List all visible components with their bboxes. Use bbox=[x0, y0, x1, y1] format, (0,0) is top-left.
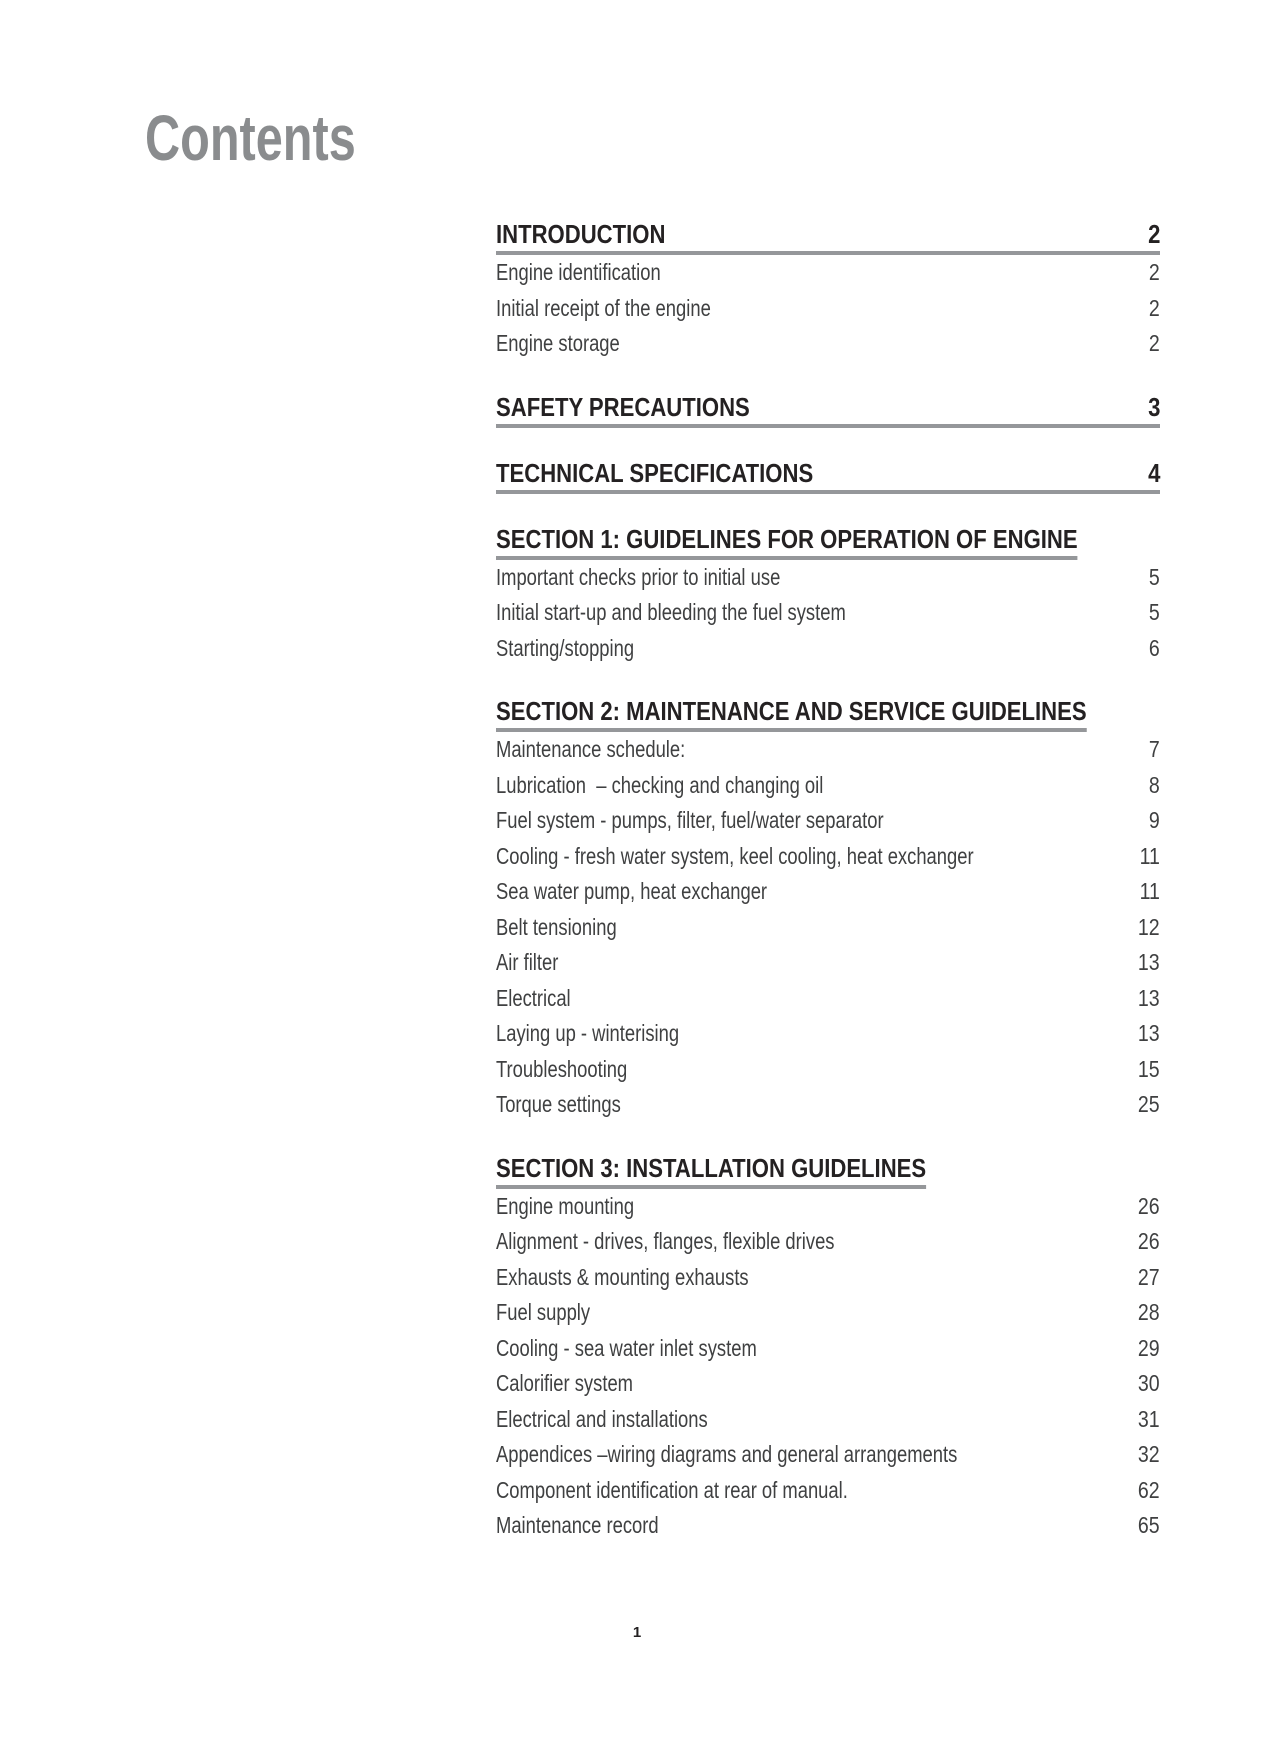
toc-item-page-number: 65 bbox=[1138, 1512, 1160, 1539]
toc-item-label: Lubrication – checking and changing oil bbox=[496, 771, 824, 798]
toc-item-page-number: 5 bbox=[1149, 563, 1160, 590]
toc-heading: SECTION 2: MAINTENANCE AND SERVICE GUIDELINES bbox=[496, 698, 1087, 732]
toc-item-row bbox=[496, 803, 1160, 839]
toc-heading-page-number: 3 bbox=[1147, 391, 1160, 422]
toc-item-row bbox=[496, 839, 1160, 875]
toc-item-label: Appendices –wiring diagrams and general arrangements bbox=[496, 1441, 958, 1468]
toc-section bbox=[496, 391, 1160, 428]
toc-item-label: Engine storage bbox=[496, 330, 620, 357]
toc-item-label: Sea water pump, heat exchanger bbox=[496, 878, 768, 905]
toc-item-row bbox=[496, 732, 1160, 768]
toc-item-row bbox=[496, 1260, 1160, 1296]
toc-item-label: Laying up - winterising bbox=[496, 1020, 680, 1047]
toc-item-label: Air filter bbox=[496, 949, 559, 976]
toc-item-page-number: 27 bbox=[1138, 1263, 1160, 1290]
toc-item-page-number: 13 bbox=[1138, 984, 1160, 1011]
toc-item-label: Component identification at rear of manual. bbox=[496, 1476, 848, 1503]
toc-heading: TECHNICAL SPECIFICATIONS bbox=[496, 457, 814, 488]
toc-item-row bbox=[496, 1437, 1160, 1473]
toc-heading: INTRODUCTION bbox=[496, 219, 666, 249]
toc-item-row bbox=[496, 1189, 1160, 1225]
toc-heading: SAFETY PRECAUTIONS bbox=[496, 391, 750, 422]
toc-item-label: Engine mounting bbox=[496, 1192, 635, 1219]
toc-item-row bbox=[496, 1331, 1160, 1367]
toc-item-label: Torque settings bbox=[496, 1091, 621, 1118]
toc-heading-page-number: 2 bbox=[1147, 219, 1160, 249]
toc-item-row bbox=[496, 255, 1160, 291]
page-title: Contents bbox=[145, 102, 356, 174]
toc-item-label: Initial start-up and bleeding the fuel system bbox=[496, 599, 846, 626]
toc-section bbox=[496, 457, 1160, 494]
toc-item-page-number: 12 bbox=[1138, 913, 1160, 940]
toc-section bbox=[496, 1152, 1160, 1544]
toc-item-label: Initial receipt of the engine bbox=[496, 294, 711, 321]
toc-heading-page-number: 4 bbox=[1147, 457, 1160, 488]
toc-item-page-number: 30 bbox=[1138, 1370, 1160, 1397]
toc-item-label: Maintenance schedule: bbox=[496, 736, 686, 763]
toc-heading-row bbox=[496, 1152, 1160, 1189]
toc-item-page-number: 26 bbox=[1138, 1192, 1160, 1219]
toc-item-label: Engine identification bbox=[496, 259, 661, 286]
toc-item-page-number: 26 bbox=[1138, 1228, 1160, 1255]
toc-item-row bbox=[496, 1052, 1160, 1088]
toc-item-row bbox=[496, 768, 1160, 804]
toc-item-page-number: 25 bbox=[1138, 1091, 1160, 1118]
toc-item-page-number: 31 bbox=[1138, 1405, 1160, 1432]
toc-item-page-number: 8 bbox=[1149, 771, 1160, 798]
toc-item-page-number: 2 bbox=[1149, 294, 1160, 321]
toc-item-row bbox=[496, 560, 1160, 596]
toc-item-page-number: 28 bbox=[1138, 1299, 1160, 1326]
toc-item-label: Fuel system - pumps, filter, fuel/water separator bbox=[496, 807, 884, 834]
toc-item-label: Troubleshooting bbox=[496, 1055, 628, 1082]
toc-heading-row bbox=[496, 698, 1160, 732]
toc-item-row bbox=[496, 1087, 1160, 1123]
toc-item-label: Cooling - sea water inlet system bbox=[496, 1334, 757, 1361]
toc-item-row bbox=[496, 981, 1160, 1017]
toc-item-row bbox=[496, 326, 1160, 362]
toc-heading-row bbox=[496, 523, 1160, 560]
toc-item-row bbox=[496, 631, 1160, 667]
toc-heading: SECTION 1: GUIDELINES FOR OPERATION OF ENGINE bbox=[496, 526, 1078, 560]
toc-item-row bbox=[496, 291, 1160, 327]
toc-item-page-number: 15 bbox=[1138, 1055, 1160, 1082]
toc-section bbox=[496, 221, 1160, 362]
toc-item-page-number: 32 bbox=[1138, 1441, 1160, 1468]
toc-item-page-number: 7 bbox=[1149, 736, 1160, 763]
toc-heading-row bbox=[496, 221, 1160, 255]
toc-heading-row bbox=[496, 457, 1160, 494]
toc-item-label: Electrical and installations bbox=[496, 1405, 708, 1432]
toc-item-row bbox=[496, 1473, 1160, 1509]
toc-item-page-number: 2 bbox=[1149, 330, 1160, 357]
toc-item-label: Electrical bbox=[496, 984, 571, 1011]
toc-item-page-number: 11 bbox=[1139, 842, 1160, 869]
toc-item-label: Cooling - fresh water system, keel cooling, heat exchanger bbox=[496, 842, 974, 869]
toc-item-page-number: 13 bbox=[1138, 949, 1160, 976]
toc-item-label: Fuel supply bbox=[496, 1299, 591, 1326]
toc-item-page-number: 9 bbox=[1149, 807, 1160, 834]
toc-item-row bbox=[496, 1508, 1160, 1544]
toc-section bbox=[496, 698, 1160, 1123]
toc-item-page-number: 5 bbox=[1149, 599, 1160, 626]
toc-item-page-number: 2 bbox=[1149, 259, 1160, 286]
toc-item-row bbox=[496, 595, 1160, 631]
toc-item-label: Alignment - drives, flanges, flexible drives bbox=[496, 1228, 835, 1255]
toc-item-row bbox=[496, 1295, 1160, 1331]
toc-item-page-number: 29 bbox=[1138, 1334, 1160, 1361]
footer-page-number: 1 bbox=[632, 1624, 642, 1641]
toc-item-row bbox=[496, 1402, 1160, 1438]
toc-item-row bbox=[496, 874, 1160, 910]
toc-item-row bbox=[496, 910, 1160, 946]
toc-item-page-number: 11 bbox=[1139, 878, 1160, 905]
toc-item-row bbox=[496, 1016, 1160, 1052]
toc-item-page-number: 6 bbox=[1149, 634, 1160, 661]
toc-heading-row bbox=[496, 391, 1160, 428]
toc-item-row bbox=[496, 1224, 1160, 1260]
toc-item-label: Maintenance record bbox=[496, 1512, 659, 1539]
toc-item-page-number: 13 bbox=[1138, 1020, 1160, 1047]
toc-item-label: Starting/stopping bbox=[496, 634, 635, 661]
toc-item-page-number: 62 bbox=[1138, 1476, 1160, 1503]
toc bbox=[496, 221, 1160, 1544]
toc-item-label: Belt tensioning bbox=[496, 913, 617, 940]
toc-item-label: Exhausts & mounting exhausts bbox=[496, 1263, 749, 1290]
toc-item-label: Calorifier system bbox=[496, 1370, 634, 1397]
toc-item-row bbox=[496, 1366, 1160, 1402]
toc-item-row bbox=[496, 945, 1160, 981]
toc-heading: SECTION 3: INSTALLATION GUIDELINES bbox=[496, 1155, 926, 1189]
toc-section bbox=[496, 523, 1160, 667]
toc-item-label: Important checks prior to initial use bbox=[496, 563, 781, 590]
